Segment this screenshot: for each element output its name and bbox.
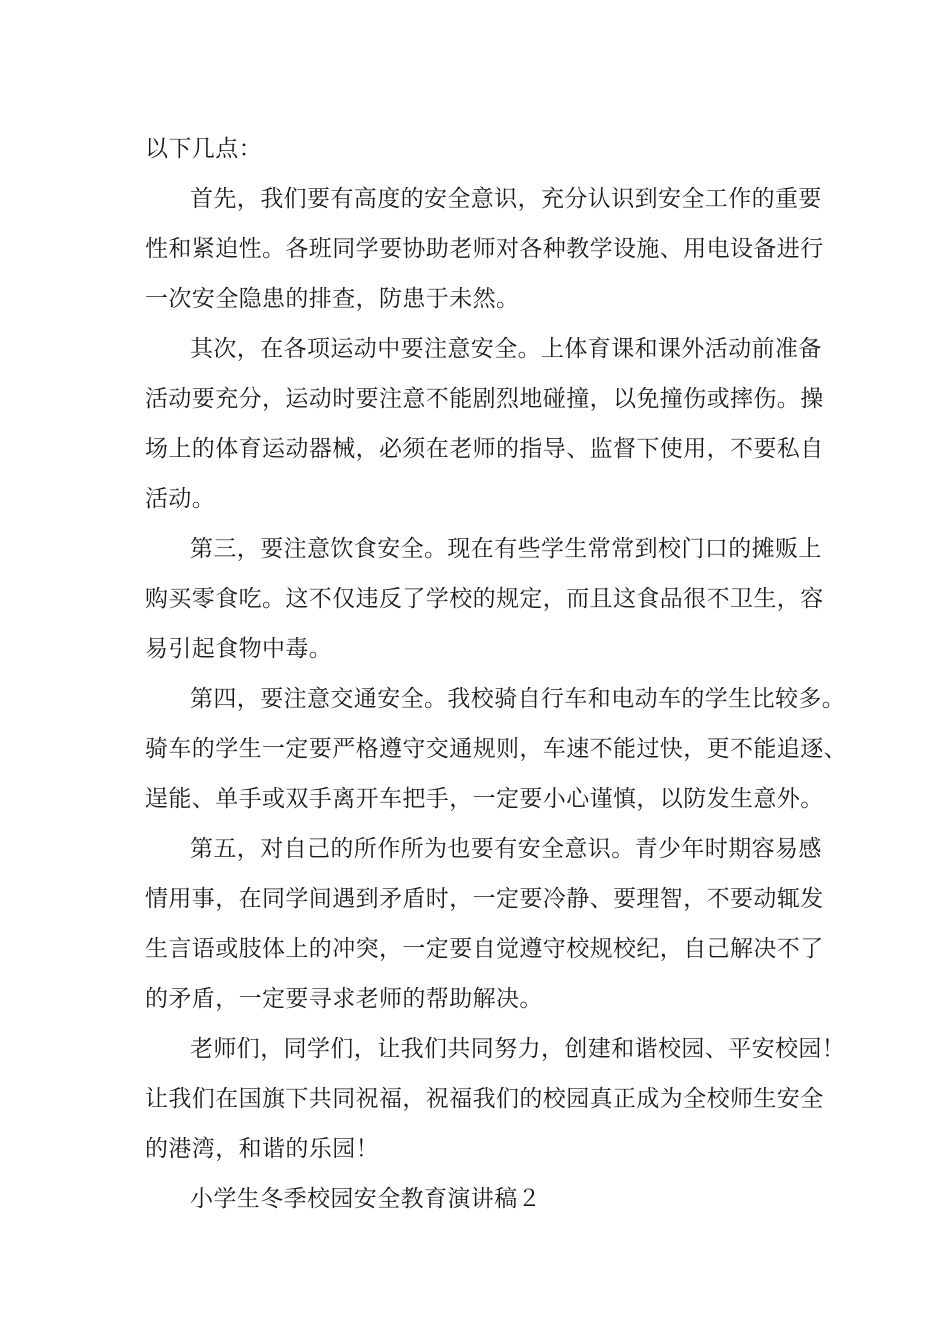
paragraph-third-line-2: 购买零食吃。这不仅违反了学校的规定，而且这食品很不卫生，容 xyxy=(145,586,824,612)
paragraph-fifth-line-4: 的矛盾，一定要寻求老师的帮助解决。 xyxy=(145,986,543,1012)
paragraph-fifth-line-2: 情用事，在同学间遇到矛盾时，一定要冷静、要理智，不要动辄发 xyxy=(145,886,824,912)
paragraph-closing-line-3: 的港湾，和谐的乐园！ xyxy=(145,1136,379,1162)
paragraph-closing-line-2: 让我们在国旗下共同祝福，祝福我们的校园真正成为全校师生安全 xyxy=(145,1086,824,1112)
paragraph-second-line-4: 活动。 xyxy=(145,486,216,512)
paragraph-third-line-1: 第三，要注意饮食安全。现在有些学生常常到校门口的摊贩上 xyxy=(190,536,822,562)
paragraph-third-line-3: 易引起食物中毒。 xyxy=(145,636,333,662)
paragraph-fifth-line-1: 第五，对自己的所作所为也要有安全意识。青少年时期容易感 xyxy=(190,836,822,862)
paragraph-fourth-line-2: 骑车的学生一定要严格遵守交通规则，车速不能过快，更不能追逐、 xyxy=(145,736,847,762)
paragraph-closing-line-1: 老师们，同学们，让我们共同努力，创建和谐校园、平安校园！ xyxy=(190,1036,846,1062)
paragraph-first-line-3: 一次安全隐患的排查，防患于未然。 xyxy=(145,286,520,312)
paragraph-fourth-line-1: 第四，要注意交通安全。我校骑自行车和电动车的学生比较多。 xyxy=(190,686,846,712)
paragraph-second-line-3: 场上的体育运动器械，必须在老师的指导、监督下使用，不要私自 xyxy=(145,436,824,462)
paragraph-fourth-line-3: 逞能、单手或双手离开车把手，一定要小心谨慎，以防发生意外。 xyxy=(145,786,824,812)
paragraph-second-line-1: 其次，在各项运动中要注意安全。上体育课和课外活动前准备 xyxy=(190,336,822,362)
paragraph-first-line-1: 首先，我们要有高度的安全意识，充分认识到安全工作的重要 xyxy=(190,186,822,212)
paragraph-second-line-2: 活动要充分，运动时要注意不能剧烈地碰撞，以免撞伤或摔伤。操 xyxy=(145,386,824,412)
paragraph-fifth-line-3: 生言语或肢体上的冲突，一定要自觉遵守校规校纪，自己解决不了 xyxy=(145,936,824,962)
paragraph-first-line-2: 性和紧迫性。各班同学要协助老师对各种教学设施、用电设备进行 xyxy=(145,236,824,262)
text-line-intro: 以下几点： xyxy=(145,136,262,162)
section-heading: 小学生冬季校园安全教育演讲稿２ xyxy=(190,1186,541,1212)
